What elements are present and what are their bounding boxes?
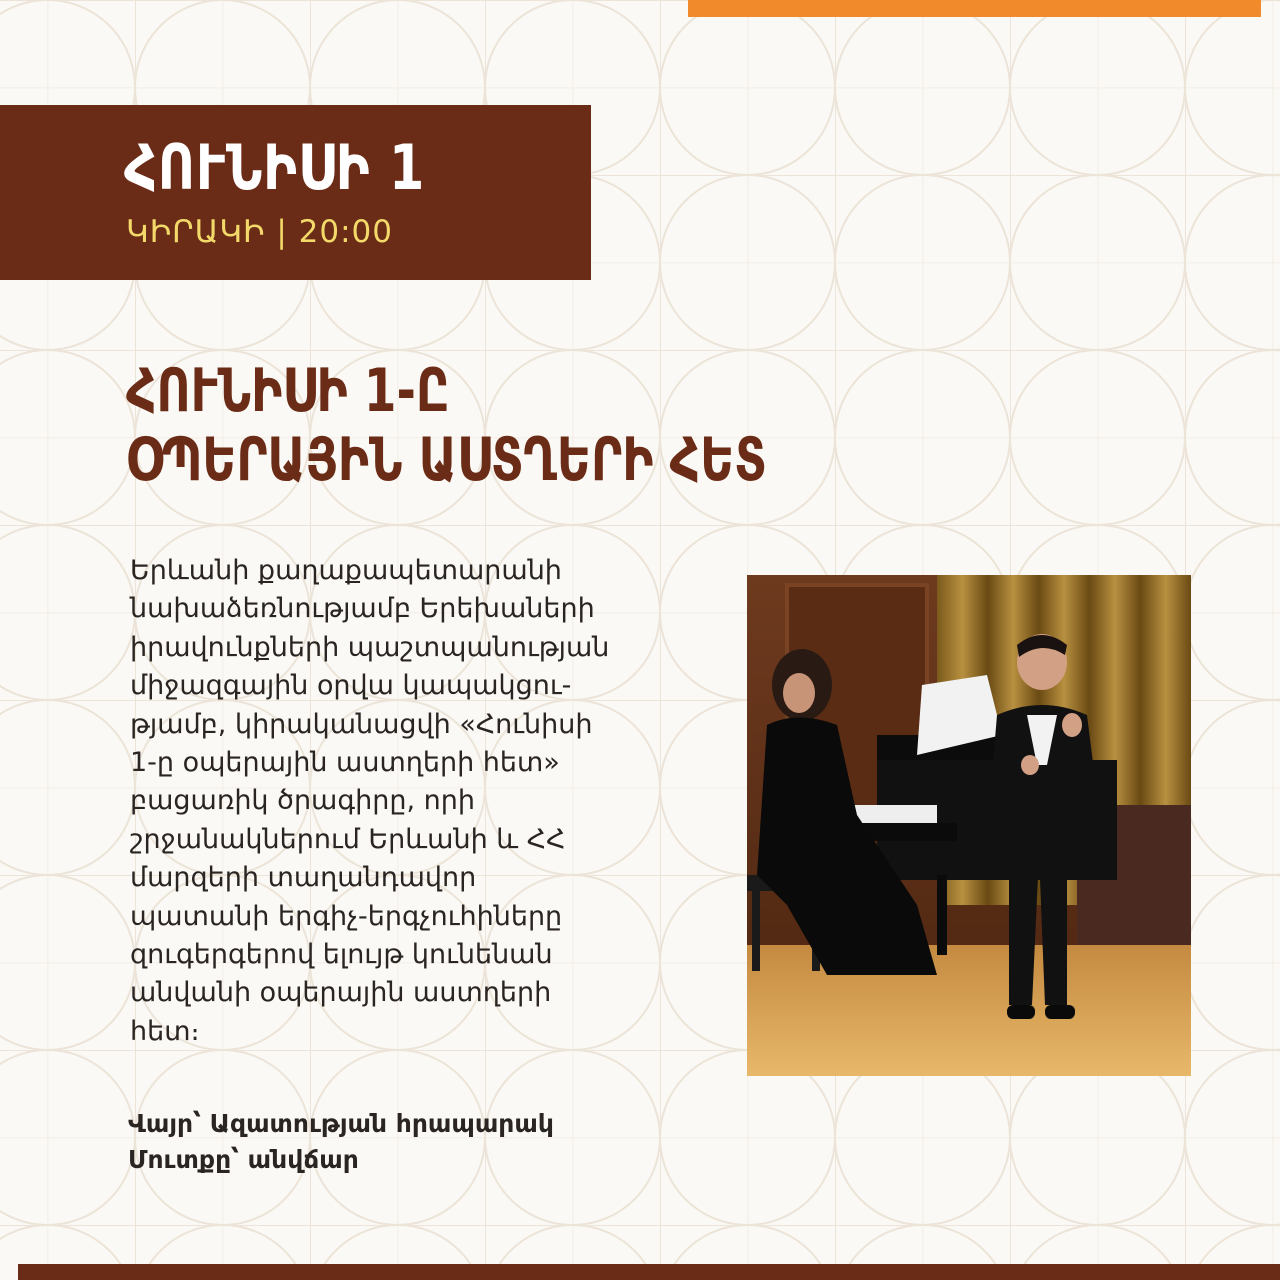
- description-line: բացառիկ ծրագիրը, որի: [130, 785, 475, 817]
- description-line: 1-ը օպերային աստղերի հետ»: [130, 747, 560, 779]
- description-line: իրավունքների պաշտպանության: [130, 631, 610, 663]
- description-line: անվանի օպերային աստղերի: [130, 977, 552, 1009]
- event-date: ՀՈՒՆԻՍԻ 1: [124, 131, 426, 204]
- event-description: [130, 552, 710, 1051]
- event-title-line: ՕՊԵՐԱՅԻՆ ԱՍՏՂԵՐԻ ՀԵՏ: [126, 425, 767, 495]
- description-line: մարզերի տաղանդավոր: [130, 862, 477, 894]
- bottom-accent-bar: [18, 1264, 1280, 1280]
- event-title: [126, 357, 767, 495]
- description-line: թյամբ, կիրականացվի «Հունիսի: [130, 708, 593, 740]
- description-line: միջազգային օրվա կապակցու-: [130, 670, 572, 702]
- event-info: [128, 1106, 554, 1178]
- description-line: պատանի երգիչ-երգչուհիները: [130, 900, 563, 932]
- event-day-time: ԿԻՐԱԿԻ | 20:00: [126, 214, 393, 250]
- description-line: հետ։: [130, 1015, 200, 1047]
- description-line: զուգերգերով ելույթ կունենան: [130, 939, 553, 971]
- top-accent-bar: [688, 0, 1261, 17]
- description-line: Երևանի քաղաքապետարանի: [130, 555, 562, 586]
- event-venue: Վայր՝ Ազատության հրապարակ: [128, 1109, 554, 1138]
- description-line: շրջանակներում Երևանի և ՀՀ: [130, 823, 566, 855]
- event-title-line: ՀՈՒՆԻՍԻ 1-Ը: [126, 356, 450, 426]
- description-line: նախաձեռնությամբ Երեխաների: [130, 593, 595, 625]
- date-banner: [0, 105, 591, 280]
- event-entry: Մուտքը՝ անվճար: [128, 1145, 359, 1174]
- concert-photo: [747, 575, 1191, 1076]
